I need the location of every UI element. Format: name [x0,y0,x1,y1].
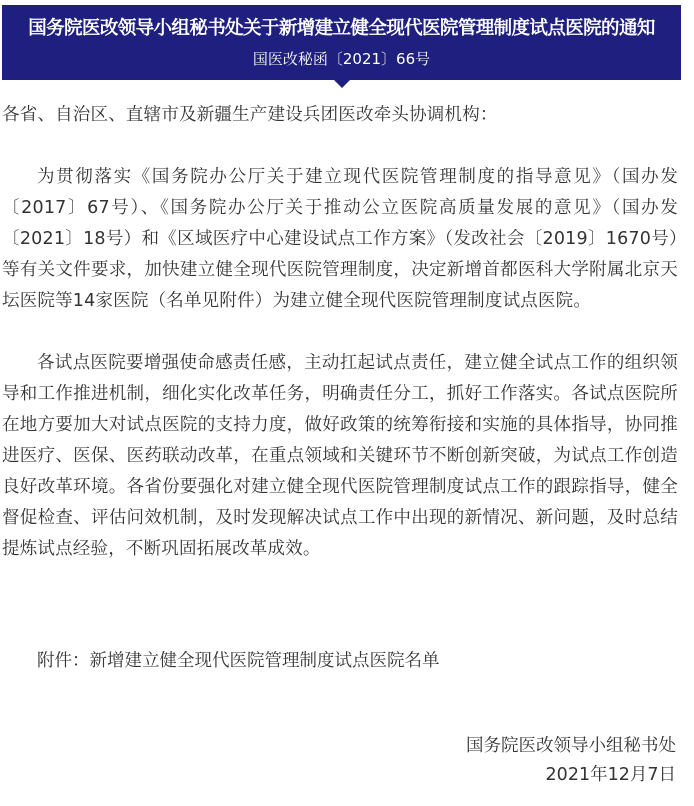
document-number: 国医改秘函〔2021〕66号 [252,50,431,68]
signature-block [466,732,676,790]
document-body [2,100,678,596]
issue-date: 2021年12月7日 [545,765,676,785]
paragraph-1: 为贯彻落实《国务院办公厅关于建立现代医院管理制度的指导意见》（国办发〔2017〕67号）、《国务院办公厅关于推动公立医院高质量发展的意见》（国办发〔2021〕18号）和《区域医疗中心建设试点工作方案》（发改社会〔2019〕1670号）等有关文件要求，加快建立健全现代医院管理制度，决定新增首都医科大学附属北京天坛医院等14家医院（名单见附件）为建立健全现代医院管理制度试点医院。 [2,167,678,311]
header-banner [2,5,681,80]
issuer-name: 国务院医改领导小组秘书处 [466,736,676,756]
banner-pointer-triangle [334,80,350,88]
paragraph-2: 各试点医院要增强使命感责任感，主动扛起试点责任，建立健全试点工作的组织领导和工作推进机制，细化实化改革任务，明确责任分工，抓好工作落实。各试点医院所在地方要加大对试点医院的支持力度，做好政策的统筹衔接和实施的具体指导，协同推进医疗、医保、医药联动改革，在重点领域和关键环节不断创新突破，为试点工作创造良好改革环境。各省份要强化对建立健全现代医院管理制度试点工作的跟踪指导，健全督促检查、评估问效机制，及时发现解决试点工作中出现的新情况、新问题，及时总结提炼试点经验，不断巩固拓展改革成效。 [2,353,678,559]
salutation: 各省、自治区、直辖市及新疆生产建设兵团医改牵头协调机构： [2,105,498,125]
attachment-note: 附件：新增建立健全现代医院管理制度试点医院名单 [37,651,440,671]
document-title: 国务院医改领导小组秘书处关于新增建立健全现代医院管理制度试点医院的通知 [28,18,655,39]
